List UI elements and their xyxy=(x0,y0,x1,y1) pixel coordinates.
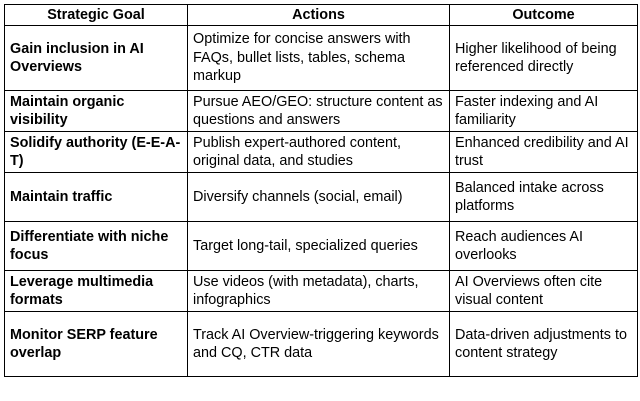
goal-cell: Monitor SERP feature overlap xyxy=(5,312,188,377)
goal-cell: Gain inclusion in AI Overviews xyxy=(5,26,188,91)
goal-cell: Solidify authority (E-E-A-T) xyxy=(5,132,188,173)
table-row xyxy=(5,312,638,377)
table-row xyxy=(5,132,638,173)
goal-cell: Maintain organic visibility xyxy=(5,91,188,132)
outcome-cell: Higher likelihood of being referenced directly xyxy=(450,26,638,91)
table-row xyxy=(5,173,638,222)
table-header xyxy=(5,5,638,26)
table-row xyxy=(5,26,638,91)
header-row xyxy=(5,5,638,26)
outcome-cell: Enhanced credibility and AI trust xyxy=(450,132,638,173)
goal-cell: Differentiate with niche focus xyxy=(5,222,188,271)
outcome-cell: Reach audiences AI overlooks xyxy=(450,222,638,271)
table-row xyxy=(5,91,638,132)
outcome-cell: AI Overviews often cite visual content xyxy=(450,271,638,312)
actions-cell: Track AI Overview-triggering keywords and CQ, CTR data xyxy=(188,312,450,377)
table-row xyxy=(5,222,638,271)
goal-cell: Leverage multimedia formats xyxy=(5,271,188,312)
actions-cell: Target long-tail, specialized queries xyxy=(188,222,450,271)
actions-cell: Optimize for concise answers with FAQs, bullet lists, tables, schema markup xyxy=(188,26,450,91)
actions-cell: Pursue AEO/GEO: structure content as questions and answers xyxy=(188,91,450,132)
table-row xyxy=(5,271,638,312)
outcome-cell: Data-driven adjustments to content strategy xyxy=(450,312,638,377)
header-strategic-goal: Strategic Goal xyxy=(5,5,188,26)
outcome-cell: Balanced intake across platforms xyxy=(450,173,638,222)
goal-cell: Maintain traffic xyxy=(5,173,188,222)
table-body xyxy=(5,26,638,377)
header-outcome: Outcome xyxy=(450,5,638,26)
actions-cell: Use videos (with metadata), charts, infographics xyxy=(188,271,450,312)
actions-cell: Publish expert-authored content, original data, and studies xyxy=(188,132,450,173)
outcome-cell: Faster indexing and AI familiarity xyxy=(450,91,638,132)
header-actions: Actions xyxy=(188,5,450,26)
actions-cell: Diversify channels (social, email) xyxy=(188,173,450,222)
strategy-table xyxy=(4,4,638,377)
